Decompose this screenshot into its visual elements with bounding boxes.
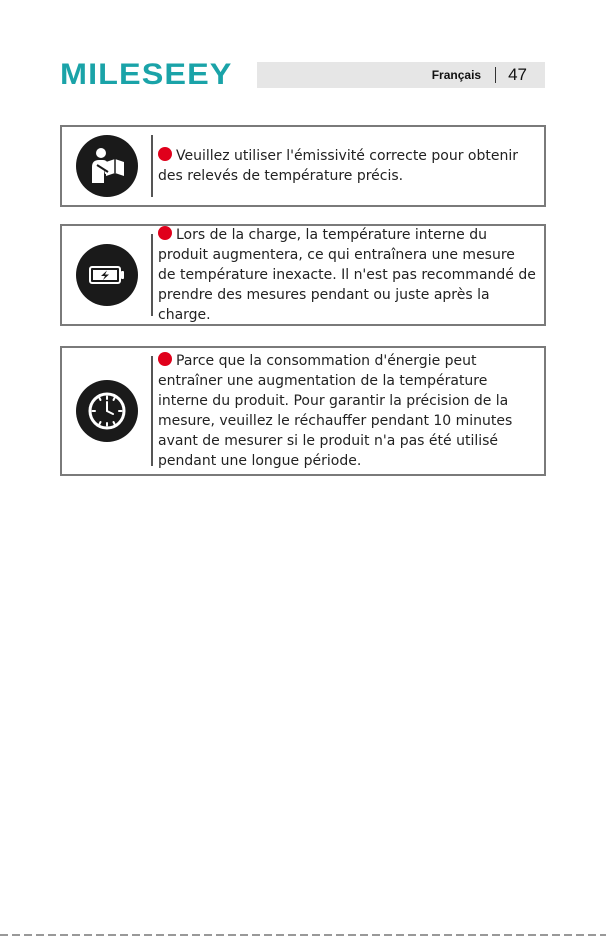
clock-icon (76, 380, 138, 442)
note-divider (151, 234, 153, 316)
page-header-bar (257, 62, 545, 88)
note-text: Parce que la consommation d'énergie peut entraîner une augmentation de la température interne du produit. Pour garantir la précision de la mesure, veuillez le réchauffer pendant 10 minutes avant de mesurer si le produit n'a pas été utilisé pendant une longue période. (158, 353, 513, 469)
language-label: Français (431, 68, 482, 82)
warning-dot (158, 147, 172, 161)
note-warmup (60, 346, 546, 476)
note-charging (60, 224, 546, 326)
note-emissivity (60, 125, 546, 207)
charging-battery-icon (76, 244, 138, 306)
read-manual-icon (76, 135, 138, 197)
header-separator (495, 67, 496, 83)
note-text: Lors de la charge, la température interne du produit augmentera, ce qui entraînera une mesure de température inexacte. Il n'est pas recommandé de prendre des mesures pendant ou juste après la charge. (158, 227, 536, 323)
note-divider (151, 135, 153, 197)
note-divider (151, 356, 153, 466)
warning-dot (158, 352, 172, 366)
page-number: 47 (508, 65, 527, 84)
brand-logo: MILESEEY (60, 58, 233, 91)
note-text: Veuillez utiliser l'émissivité correcte pour obtenir des relevés de température précis. (158, 148, 518, 184)
warning-dot (158, 226, 172, 240)
